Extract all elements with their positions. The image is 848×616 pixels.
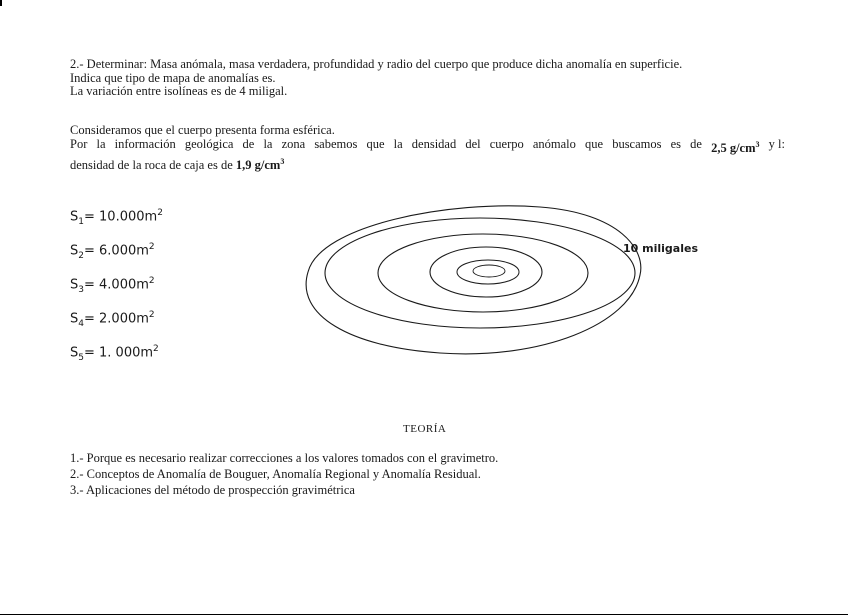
assumption-line-1: Consideramos que el cuerpo presenta forma esférica. (70, 123, 335, 137)
theory-question: 2.- Conceptos de Anomalía de Bouguer, Anomalía Regional y Anomalía Residual. (70, 467, 481, 481)
assumption-word: anómalo (532, 136, 576, 151)
surface-area-item: $S_4= 2.000m^2$ (70, 310, 155, 329)
assumption-word: que (366, 136, 385, 151)
isoline-5 (457, 260, 519, 284)
assumption-word: Por (70, 136, 88, 151)
assumption-line-2-tail: y l: (768, 136, 785, 151)
assumption-word: sabemos (314, 136, 358, 151)
assumption-word: es (670, 136, 682, 151)
problem-line-3: La variación entre isolíneas es de 4 miligal. (70, 84, 288, 98)
assumption-word: densidad (411, 136, 457, 151)
theory-heading: TEORÍA (403, 423, 447, 435)
problem-line-2: Indica que tipo de mapa de anomalías es. (70, 70, 276, 85)
theory-question: 3.- Aplicaciones del método de prospección gravimétrica (70, 483, 355, 497)
scan-edge-line-bottom (0, 614, 848, 615)
assumption-word: la (393, 136, 403, 151)
assumption-word: la (96, 136, 106, 151)
assumption-word: información (114, 136, 176, 151)
problem-line-1: 2.- Determinar: Masa anómala, masa verdadera, profundidad y radio del cuerpo que produce dicha anomalía en superficie. (70, 57, 683, 71)
anomaly-isoline-map (290, 195, 650, 365)
surface-area-item: $S_1= 10.000m^2$ (70, 208, 163, 227)
assumption-line-3: densidad de la roca de caja es de 1,9 $g/cm^3$ (70, 157, 285, 173)
scan-edge-mark-top-left (0, 0, 2, 6)
surface-area-item: $S_2= 6.000m^2$ (70, 242, 155, 261)
assumption-line-2 (70, 138, 785, 156)
assumption-word: geológica (184, 136, 234, 151)
theory-questions (70, 450, 498, 498)
assumption-word: la (263, 136, 273, 151)
body-density-value: 2,5 $g/cm^3$ (711, 139, 760, 155)
assumption-word: de (690, 136, 702, 151)
assumptions-paragraph (70, 124, 785, 173)
problem-statement (70, 58, 785, 99)
rock-density-value: 1,9 $g/cm^3$ (235, 157, 285, 173)
assumption-word: de (242, 136, 255, 151)
surface-area-item: $S_3= 4.000m^2$ (70, 276, 155, 295)
isoline-outer (306, 206, 641, 354)
assumption-word: que (585, 136, 604, 151)
isoline-3 (378, 234, 588, 312)
isoline-center (473, 265, 505, 277)
isoline-4 (430, 247, 542, 297)
assumption-word: buscamos (612, 136, 662, 151)
assumption-word: zona (281, 136, 306, 151)
theory-question: 1.- Porque es necesario realizar correcciones a los valores tomados con el gravimetro. (70, 451, 499, 465)
assumption-word: del (465, 136, 481, 151)
isoline-value-label: 10 miligales (623, 242, 698, 255)
surface-areas-list (70, 203, 163, 373)
surface-area-item: $S_5= 1$. $000m^2$ (70, 344, 159, 363)
assumption-word: cuerpo (489, 136, 524, 151)
